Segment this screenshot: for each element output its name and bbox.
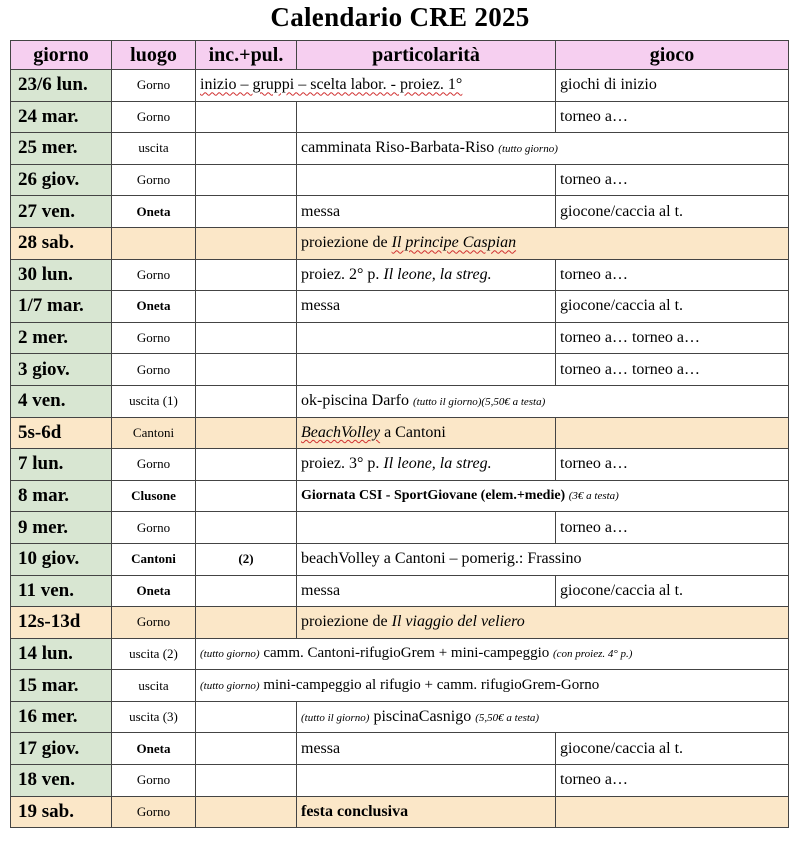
- table-row: [11, 70, 789, 102]
- game-cell: torneo a…: [556, 164, 789, 196]
- activity-note: (tutto giorno): [200, 648, 260, 661]
- place-cell: uscita: [112, 670, 196, 702]
- table-row: [11, 796, 789, 828]
- table-row: [11, 417, 789, 449]
- header-gioco: gioco: [556, 41, 789, 70]
- activity-note: (tutto il giorno)(5,50€ a testa): [412, 396, 546, 409]
- activity-text: proiez. 2° p.: [301, 265, 384, 283]
- place-cell: [112, 227, 196, 259]
- place-cell: uscita (1): [112, 385, 196, 417]
- table-row: [11, 765, 789, 797]
- place-cell: Gorno: [112, 449, 196, 481]
- activity-cell: beachVolley a Cantoni – pomerig.: Frassino: [297, 543, 789, 575]
- activity-text: ok-piscina Darfo: [301, 392, 409, 410]
- inc-cell: [196, 133, 297, 165]
- day-cell: 10 giov.: [11, 543, 112, 575]
- game-cell: torneo a…: [556, 512, 789, 544]
- table-row: [11, 259, 789, 291]
- inc-cell: [196, 322, 297, 354]
- inc-cell: [196, 701, 297, 733]
- game-cell: giocone/caccia al t.: [556, 733, 789, 765]
- activity-text: camm. Cantoni-rifugioGrem + mini-campeggio: [259, 645, 553, 662]
- place-cell: Gorno: [112, 164, 196, 196]
- activity-cell: festa conclusiva: [297, 796, 556, 828]
- day-cell: 26 giov.: [11, 164, 112, 196]
- inc-cell: [196, 354, 297, 386]
- inc-cell: [196, 417, 297, 449]
- activity-cell: messa: [297, 733, 556, 765]
- activity-text: inizio – gruppi – scelta labor. - proiez. 1°: [200, 76, 463, 94]
- activity-highlight: BeachVolley: [301, 423, 381, 441]
- table-row: [11, 733, 789, 765]
- activity-note: (3€ a testa): [568, 490, 619, 503]
- place-cell: Oneta: [112, 575, 196, 607]
- activity-cell: [297, 259, 556, 291]
- day-cell: 4 ven.: [11, 385, 112, 417]
- table-row: [11, 449, 789, 481]
- activity-cell: [297, 480, 789, 512]
- activity-cell: [297, 385, 789, 417]
- inc-cell: [196, 512, 297, 544]
- activity-text: proiez. 3° p.: [301, 455, 384, 473]
- activity-cell: [297, 354, 556, 386]
- table-row: [11, 133, 789, 165]
- activity-note: (con proiez. 4° p.): [552, 648, 633, 661]
- place-cell: Cantoni: [112, 543, 196, 575]
- game-cell: torneo a…: [556, 765, 789, 797]
- movie-title: Il viaggio del veliero: [391, 613, 525, 631]
- activity-cell: [196, 638, 789, 670]
- inc-cell: [196, 164, 297, 196]
- inc-cell: (2): [196, 543, 297, 575]
- place-cell: Gorno: [112, 259, 196, 291]
- activity-cell: [297, 607, 789, 639]
- inc-cell: [196, 765, 297, 797]
- day-cell: 11 ven.: [11, 575, 112, 607]
- header-giorno: giorno: [11, 41, 112, 70]
- activity-cell: [297, 101, 556, 133]
- table-row: [11, 385, 789, 417]
- activity-note: (tutto il giorno): [301, 712, 370, 725]
- table-row: [11, 670, 789, 702]
- place-cell: Gorno: [112, 70, 196, 102]
- game-cell: giocone/caccia al t.: [556, 196, 789, 228]
- day-cell: 2 mer.: [11, 322, 112, 354]
- inc-cell: [196, 385, 297, 417]
- table-row: [11, 291, 789, 323]
- header-luogo: luogo: [112, 41, 196, 70]
- activity-cell: messa: [297, 575, 556, 607]
- activity-cell: [297, 765, 556, 797]
- table-row: [11, 164, 789, 196]
- day-cell: 30 lun.: [11, 259, 112, 291]
- inc-cell: [196, 227, 297, 259]
- activity-text: mini-campeggio al rifugio + camm. rifugioGrem-Gorno: [259, 677, 600, 694]
- place-cell: Oneta: [112, 196, 196, 228]
- day-cell: 5s-6d: [11, 417, 112, 449]
- movie-title: Il leone, la streg.: [383, 265, 492, 283]
- place-cell: uscita (3): [112, 701, 196, 733]
- day-cell: 9 mer.: [11, 512, 112, 544]
- place-cell: uscita: [112, 133, 196, 165]
- header-row: [11, 41, 789, 70]
- header-particolarita: particolarità: [297, 41, 556, 70]
- activity-cell: [297, 227, 789, 259]
- day-cell: 14 lun.: [11, 638, 112, 670]
- place-cell: Gorno: [112, 796, 196, 828]
- game-cell: giocone/caccia al t.: [556, 575, 789, 607]
- game-cell: giocone/caccia al t.: [556, 291, 789, 323]
- place-cell: Gorno: [112, 607, 196, 639]
- activity-text: Giornata CSI - SportGiovane (elem.+medie): [301, 488, 566, 504]
- game-cell: [556, 796, 789, 828]
- activity-text: proiezione de: [301, 234, 392, 252]
- table-row: [11, 575, 789, 607]
- place-cell: Oneta: [112, 733, 196, 765]
- place-cell: Gorno: [112, 322, 196, 354]
- movie-title: Il principe Caspian: [391, 234, 517, 252]
- table-row: [11, 512, 789, 544]
- table-row: [11, 354, 789, 386]
- activity-cell: [297, 417, 556, 449]
- movie-title: Il leone, la streg.: [383, 455, 492, 473]
- inc-cell: [196, 101, 297, 133]
- activity-cell: [297, 449, 556, 481]
- activity-note: (5,50€ a testa): [475, 712, 540, 725]
- activity-text: camminata Riso-Barbata-Riso: [301, 139, 495, 157]
- place-cell: uscita (2): [112, 638, 196, 670]
- game-cell: torneo a…: [556, 449, 789, 481]
- table-row: [11, 607, 789, 639]
- day-cell: 15 mar.: [11, 670, 112, 702]
- calendar-table: [10, 40, 789, 828]
- activity-cell: [297, 164, 556, 196]
- table-row: [11, 196, 789, 228]
- day-cell: 1/7 mar.: [11, 291, 112, 323]
- activity-cell: [297, 322, 556, 354]
- day-cell: 3 giov.: [11, 354, 112, 386]
- inc-cell: [196, 796, 297, 828]
- place-cell: Gorno: [112, 765, 196, 797]
- activity-note: (tutto giorno): [498, 143, 558, 156]
- day-cell: 17 giov.: [11, 733, 112, 765]
- inc-cell: [196, 449, 297, 481]
- inc-cell: [196, 196, 297, 228]
- day-cell: 24 mar.: [11, 101, 112, 133]
- activity-cell: [196, 670, 789, 702]
- inc-cell: [196, 575, 297, 607]
- table-row: [11, 701, 789, 733]
- inc-cell: [196, 607, 297, 639]
- inc-cell: [196, 480, 297, 512]
- game-cell: [556, 417, 789, 449]
- place-cell: Gorno: [112, 101, 196, 133]
- place-cell: Gorno: [112, 354, 196, 386]
- day-cell: 8 mar.: [11, 480, 112, 512]
- activity-text: a Cantoni: [380, 423, 446, 441]
- activity-cell: [297, 701, 789, 733]
- day-cell: 16 mer.: [11, 701, 112, 733]
- day-cell: 28 sab.: [11, 227, 112, 259]
- table-row: [11, 480, 789, 512]
- day-cell: 23/6 lun.: [11, 70, 112, 102]
- activity-cell: messa: [297, 196, 556, 228]
- game-cell: giochi di inizio: [556, 70, 789, 102]
- table-row: [11, 322, 789, 354]
- day-cell: 19 sab.: [11, 796, 112, 828]
- inc-cell: [196, 291, 297, 323]
- activity-note: (tutto giorno): [200, 680, 260, 693]
- day-cell: 18 ven.: [11, 765, 112, 797]
- inc-cell: [196, 733, 297, 765]
- table-row: [11, 227, 789, 259]
- inc-cell: [196, 259, 297, 291]
- page-title: Calendario CRE 2025: [270, 2, 530, 32]
- day-cell: 7 lun.: [11, 449, 112, 481]
- place-cell: Clusone: [112, 480, 196, 512]
- game-cell: torneo a… torneo a…: [556, 354, 789, 386]
- activity-text: proiezione de: [301, 613, 392, 631]
- game-cell: torneo a…: [556, 259, 789, 291]
- game-cell: torneo a… torneo a…: [556, 322, 789, 354]
- activity-cell: [297, 133, 789, 165]
- table-row: [11, 638, 789, 670]
- day-cell: 25 mer.: [11, 133, 112, 165]
- day-cell: 27 ven.: [11, 196, 112, 228]
- activity-text: piscinaCasnigo: [369, 708, 476, 726]
- table-row: [11, 101, 789, 133]
- activity-cell: messa: [297, 291, 556, 323]
- activity-cell: [297, 512, 556, 544]
- table-row: [11, 543, 789, 575]
- game-cell: torneo a…: [556, 101, 789, 133]
- place-cell: Gorno: [112, 512, 196, 544]
- header-inc-pul: inc.+pul.: [196, 41, 297, 70]
- day-cell: 12s-13d: [11, 607, 112, 639]
- place-cell: Cantoni: [112, 417, 196, 449]
- place-cell: Oneta: [112, 291, 196, 323]
- activity-cell: [196, 70, 556, 102]
